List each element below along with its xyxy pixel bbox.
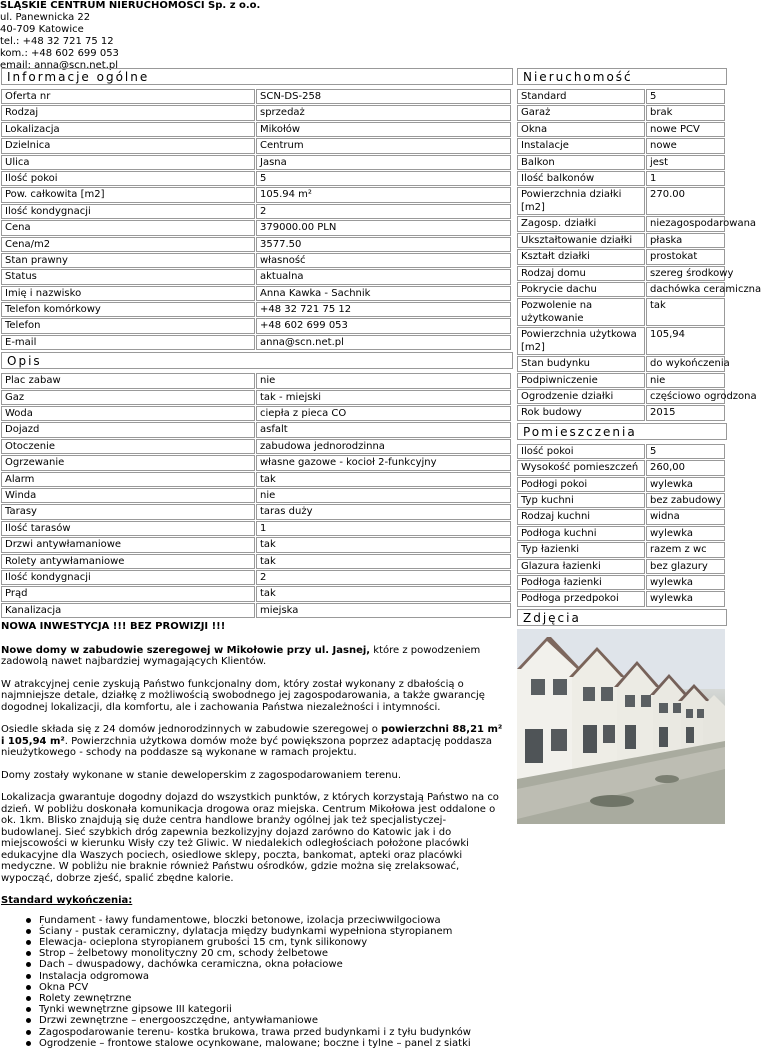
property-value: do wykończenia	[646, 356, 725, 371]
property-label: Powierzchnia użytkowa [m2]	[517, 327, 645, 355]
opis-label: Rolety antywłamaniowe	[1, 554, 255, 569]
property-row	[517, 373, 725, 388]
standard-title: Standard wykończenia:	[1, 895, 133, 907]
info-value: własność	[256, 253, 511, 268]
info-value: +48 602 699 053	[256, 318, 511, 333]
info-value: Centrum	[256, 138, 511, 153]
opis-value: miejska	[256, 603, 511, 618]
opis-row	[1, 504, 511, 519]
property-row	[517, 266, 725, 281]
opis-label: Ilość tarasów	[1, 521, 255, 536]
opis-row	[1, 537, 511, 552]
room-value: widna	[646, 509, 725, 524]
property-value: 5	[646, 89, 725, 104]
room-label: Wysokość pomieszczeń	[517, 460, 645, 475]
description-p3-rest: . Powierzchnia użytkowa domów może być powiększona poprzez adaptację poddasza nieużytkowego - schody na poddasze są wykonane w ramach projektu.	[1, 735, 493, 759]
property-value: nowe PCV	[646, 122, 725, 137]
description-p3-bold: powierzchni 88,21 m² i 105,94 m²	[1, 724, 503, 747]
info-value: 3577.50	[256, 237, 511, 252]
agency-name: ŚLĄSKIE CENTRUM NIERUCHOMOŚCI Sp. z o.o.	[0, 0, 261, 11]
opis-label: Tarasy	[1, 504, 255, 519]
opis-label: Plac zabaw	[1, 373, 255, 388]
property-value: nie	[646, 373, 725, 388]
property-value: płaska	[646, 233, 725, 248]
info-label: Ulica	[1, 155, 255, 170]
opis-row	[1, 390, 511, 405]
property-label: Pozwolenie na użytkowanie	[517, 298, 645, 326]
opis-row	[1, 586, 511, 601]
standard-item: Ogrodzenie – frontowe stalowe ocynkowane, malowane; boczne i tylne – panel z siatki	[39, 1038, 509, 1049]
property-value: brak	[646, 105, 725, 120]
property-row	[517, 122, 725, 137]
property-label: Kształt działki	[517, 249, 645, 264]
property-value: dachówka ceramiczna	[646, 282, 725, 297]
info-label: Imię i nazwisko	[1, 286, 255, 301]
room-value: razem z wc	[646, 542, 725, 557]
opis-row	[1, 373, 511, 388]
info-row	[1, 335, 511, 350]
info-value: anna@scn.net.pl	[256, 335, 511, 350]
opis-label: Gaz	[1, 390, 255, 405]
property-row	[517, 138, 725, 153]
opis-table	[0, 372, 512, 619]
section-nieruchomosc-title: Nieruchomość	[517, 68, 727, 85]
room-label: Typ kuchni	[517, 493, 645, 508]
room-row	[517, 509, 725, 524]
room-row	[517, 591, 725, 606]
opis-label: Kanalizacja	[1, 603, 255, 618]
info-label: E-mail	[1, 335, 255, 350]
info-row	[1, 302, 511, 317]
info-value: 379000.00 PLN	[256, 220, 511, 235]
room-value: wylewka	[646, 591, 725, 606]
standard-item: Okna PCV	[39, 982, 509, 993]
property-row	[517, 282, 725, 297]
room-row	[517, 460, 725, 475]
description-paragraph-5: Lokalizacja gwarantuje dogodny dojazd do wszystkich punktów, z których korzystają Państwo na co dzień. W pobliżu doskonała komunikacja drogowa oraz miejska. Centrum Mikołowa jest oddalone o ok. 1km. Blisko znajdują się duże centra handlowe branży ogólnej jak też specjalistyczej- budowlanej. Sieć szybkich dróg zapewnia bezkolizyjny dojazd zarówno do Katowic jak i do miejscowości w kierunku Wisły czy też Gliwic. W niedalekich odległościach położone placówki edukacyjne dla Waszych pociech, osiedlowe sklepy, poczta, bankomat, apteki oraz placówki medyczne. W pobliżu nie braknie również Państwu ośrodków, gdzie można się zrelaksować, wypocząć, dobrze zjeść, spalić zbędne kalorie.	[1, 792, 499, 884]
property-row	[517, 89, 725, 104]
property-label: Stan budynku	[517, 356, 645, 371]
pomieszczenia-table	[516, 443, 726, 608]
property-label: Standard	[517, 89, 645, 104]
property-value: nowe	[646, 138, 725, 153]
property-row	[517, 216, 725, 231]
info-label: Oferta nr	[1, 89, 255, 104]
property-value: 105,94	[646, 327, 725, 355]
info-row	[1, 269, 511, 284]
info-label: Ilość pokoi	[1, 171, 255, 186]
room-row	[517, 526, 725, 541]
property-value: jest	[646, 155, 725, 170]
room-value: 5	[646, 444, 725, 459]
standard-item: Ściany - pustak ceramiczny, dylatacja między budynkami wypełniona styropianem	[39, 926, 509, 937]
room-label: Podłogi pokoi	[517, 477, 645, 492]
property-row	[517, 298, 725, 326]
description	[1, 621, 509, 1049]
info-row	[1, 220, 511, 235]
opis-value: tak	[256, 586, 511, 601]
property-row	[517, 171, 725, 186]
property-label: Podpiwniczenie	[517, 373, 645, 388]
info-row	[1, 286, 511, 301]
info-value: sprzedaż	[256, 105, 511, 120]
property-label: Okna	[517, 122, 645, 137]
opis-value: tak	[256, 537, 511, 552]
opis-value: nie	[256, 373, 511, 388]
property-row	[517, 105, 725, 120]
info-label: Ilość kondygnacji	[1, 204, 255, 219]
opis-label: Winda	[1, 488, 255, 503]
info-row	[1, 187, 511, 202]
agency-city: 40-709 Katowice	[0, 24, 84, 35]
property-value: niezagospodarowana	[646, 216, 725, 231]
info-label: Dzielnica	[1, 138, 255, 153]
standard-item: Strop – żelbetowy monolityczny 20 cm, schody żelbetowe	[39, 948, 509, 959]
agency-street: ul. Panewnicka 22	[0, 12, 91, 23]
room-label: Podłoga kuchni	[517, 526, 645, 541]
info-label: Telefon	[1, 318, 255, 333]
agency-email: email: anna@scn.net.pl	[0, 60, 118, 71]
info-label: Cena	[1, 220, 255, 235]
description-p1-text: które z powodzeniem zadowolą nawet najbardziej wymagających Klientów.	[1, 644, 481, 668]
info-row	[1, 171, 511, 186]
opis-row	[1, 488, 511, 503]
info-row	[1, 237, 511, 252]
nieruchomosc-table	[516, 88, 761, 422]
room-value: wylewka	[646, 477, 725, 492]
opis-row	[1, 472, 511, 487]
info-row	[1, 138, 511, 153]
info-value: Jasna	[256, 155, 511, 170]
description-paragraph-3	[1, 724, 509, 759]
opis-value: własne gazowe - kocioł 2-funkcyjny	[256, 455, 511, 470]
info-row	[1, 253, 511, 268]
opis-label: Dojazd	[1, 422, 255, 437]
property-row	[517, 155, 725, 170]
section-pomieszczenia-title: Pomieszczenia	[517, 423, 727, 440]
opis-value: zabudowa jednorodzinna	[256, 439, 511, 454]
room-row	[517, 559, 725, 574]
opis-row	[1, 439, 511, 454]
property-row	[517, 389, 725, 404]
opis-value: 2	[256, 570, 511, 585]
description-paragraph-2: W atrakcyjnej cenie zyskują Państwo funkcjonalny dom, który został wykonany z dbałością o najmniejsze detale, działkę z możliwością swobodnego jej zagospodarowania, a także gwarancję dogodnej lokalizacji, dla komfortu, ale i zachowania Państwa niezależności i intymności.	[1, 678, 485, 713]
info-value: 105.94 m²	[256, 187, 511, 202]
opis-label: Woda	[1, 406, 255, 421]
property-value: prostokat	[646, 249, 725, 264]
description-p1-bold: Nowe domy w zabudowie szeregowej w Mikołowie przy ul. Jasnej,	[1, 644, 371, 656]
property-label: Ilość balkonów	[517, 171, 645, 186]
info-label: Telefon komórkowy	[1, 302, 255, 317]
info-value: SCN-DS-258	[256, 89, 511, 104]
opis-value: tak	[256, 554, 511, 569]
description-paragraph-4: Domy zostały wykonane w stanie deweloperskim z zagospodarowaniem terenu.	[1, 769, 402, 781]
section-zdjecia-title: Zdjęcia	[517, 609, 727, 626]
opis-value: 1	[256, 521, 511, 536]
opis-label: Ilość kondygnacji	[1, 570, 255, 585]
row-houses-image	[517, 629, 725, 824]
standard-item: Fundament - ławy fundamentowe, bloczki betonowe, izolacja przeciwwilgociowa	[39, 915, 509, 926]
property-row	[517, 249, 725, 264]
room-label: Glazura łazienki	[517, 559, 645, 574]
informacje-table	[0, 88, 512, 351]
description-paragraph-1	[1, 645, 509, 668]
info-label: Stan prawny	[1, 253, 255, 268]
opis-row	[1, 554, 511, 569]
description-p3-text: Osiedle składa się z 24 domów jednorodzinnych w zabudowie szeregowej o	[1, 724, 382, 736]
opis-label: Alarm	[1, 472, 255, 487]
right-column	[517, 68, 761, 824]
opis-row	[1, 406, 511, 421]
property-value: 2015	[646, 405, 725, 420]
info-value: Anna Kawka - Sachnik	[256, 286, 511, 301]
property-row	[517, 327, 725, 355]
opis-row	[1, 570, 511, 585]
opis-row	[1, 455, 511, 470]
opis-label: Prąd	[1, 586, 255, 601]
info-row	[1, 122, 511, 137]
opis-row	[1, 521, 511, 536]
standard-item: Tynki wewnętrzne gipsowe III kategorii	[39, 1004, 509, 1015]
info-value: 2	[256, 204, 511, 219]
property-label: Zagosp. działki	[517, 216, 645, 231]
property-row	[517, 233, 725, 248]
info-label: Cena/m2	[1, 237, 255, 252]
info-label: Pow. całkowita [m2]	[1, 187, 255, 202]
opis-value: nie	[256, 488, 511, 503]
property-row	[517, 187, 725, 215]
info-row	[1, 89, 511, 104]
opis-value: taras duży	[256, 504, 511, 519]
property-value: 1	[646, 171, 725, 186]
room-row	[517, 444, 725, 459]
property-label: Ogrodzenie działki	[517, 389, 645, 404]
opis-row	[1, 422, 511, 437]
opis-label: Drzwi antywłamaniowe	[1, 537, 255, 552]
info-row	[1, 204, 511, 219]
standard-item: Zagospodarowanie terenu- kostka brukowa, trawa przed budynkami i z tyłu budynków	[39, 1027, 509, 1038]
standard-item: Elewacja- ocieplona styropianem grubości 15 cm, tynk silikonowy	[39, 937, 509, 948]
standard-item: Rolety zewnętrzne	[39, 993, 509, 1004]
room-row	[517, 575, 725, 590]
property-label: Pokrycie dachu	[517, 282, 645, 297]
room-value: bez zabudowy	[646, 493, 725, 508]
property-label: Rodzaj domu	[517, 266, 645, 281]
room-value: bez glazury	[646, 559, 725, 574]
property-value: 270.00	[646, 187, 725, 215]
info-value: Mikołów	[256, 122, 511, 137]
room-label: Podłoga przedpokoi	[517, 591, 645, 606]
property-value: częściowo ogrodzona	[646, 389, 725, 404]
left-column	[1, 68, 513, 1049]
standard-item: Instalacja odgromowa	[39, 971, 509, 982]
room-label: Typ łazienki	[517, 542, 645, 557]
section-informacje-title: Informacje ogólne	[1, 68, 513, 85]
property-photo[interactable]	[517, 629, 725, 824]
section-opis-title: Opis	[1, 352, 513, 369]
room-row	[517, 542, 725, 557]
info-value: aktualna	[256, 269, 511, 284]
agency-phone: tel.: +48 32 721 75 12	[0, 36, 114, 47]
room-label: Rodzaj kuchni	[517, 509, 645, 524]
standard-list	[1, 915, 509, 1049]
info-label: Lokalizacja	[1, 122, 255, 137]
opis-value: tak	[256, 472, 511, 487]
property-label: Balkon	[517, 155, 645, 170]
property-label: Garaż	[517, 105, 645, 120]
info-value: +48 32 721 75 12	[256, 302, 511, 317]
info-row	[1, 318, 511, 333]
room-value: wylewka	[646, 526, 725, 541]
property-label: Powierzchnia działki [m2]	[517, 187, 645, 215]
opis-value: asfalt	[256, 422, 511, 437]
standard-item: Dach – dwuspadowy, dachówka ceramiczna, okna połaciowe	[39, 959, 509, 970]
property-row	[517, 356, 725, 371]
agency-mobile: kom.: +48 602 699 053	[0, 48, 119, 59]
agency-header	[0, 0, 260, 72]
opis-label: Otoczenie	[1, 439, 255, 454]
property-label: Ukształtowanie działki	[517, 233, 645, 248]
room-label: Ilość pokoi	[517, 444, 645, 459]
opis-label: Ogrzewanie	[1, 455, 255, 470]
opis-value: tak - miejski	[256, 390, 511, 405]
info-row	[1, 105, 511, 120]
info-label: Status	[1, 269, 255, 284]
property-row	[517, 405, 725, 420]
property-value: tak	[646, 298, 725, 326]
property-value: szereg środkowy	[646, 266, 725, 281]
room-row	[517, 493, 725, 508]
info-row	[1, 155, 511, 170]
room-value: wylewka	[646, 575, 725, 590]
room-row	[517, 477, 725, 492]
description-headline: NOWA INWESTYCJA !!! BEZ PROWIZJI !!!	[1, 621, 226, 633]
room-label: Podłoga łazienki	[517, 575, 645, 590]
property-label: Instalacje	[517, 138, 645, 153]
property-label: Rok budowy	[517, 405, 645, 420]
opis-row	[1, 603, 511, 618]
info-value: 5	[256, 171, 511, 186]
standard-item: Drzwi zewnętrzne – energooszczędne, antywłamaniowe	[39, 1015, 509, 1026]
info-label: Rodzaj	[1, 105, 255, 120]
opis-value: ciepła z pieca CO	[256, 406, 511, 421]
room-value: 260,00	[646, 460, 725, 475]
